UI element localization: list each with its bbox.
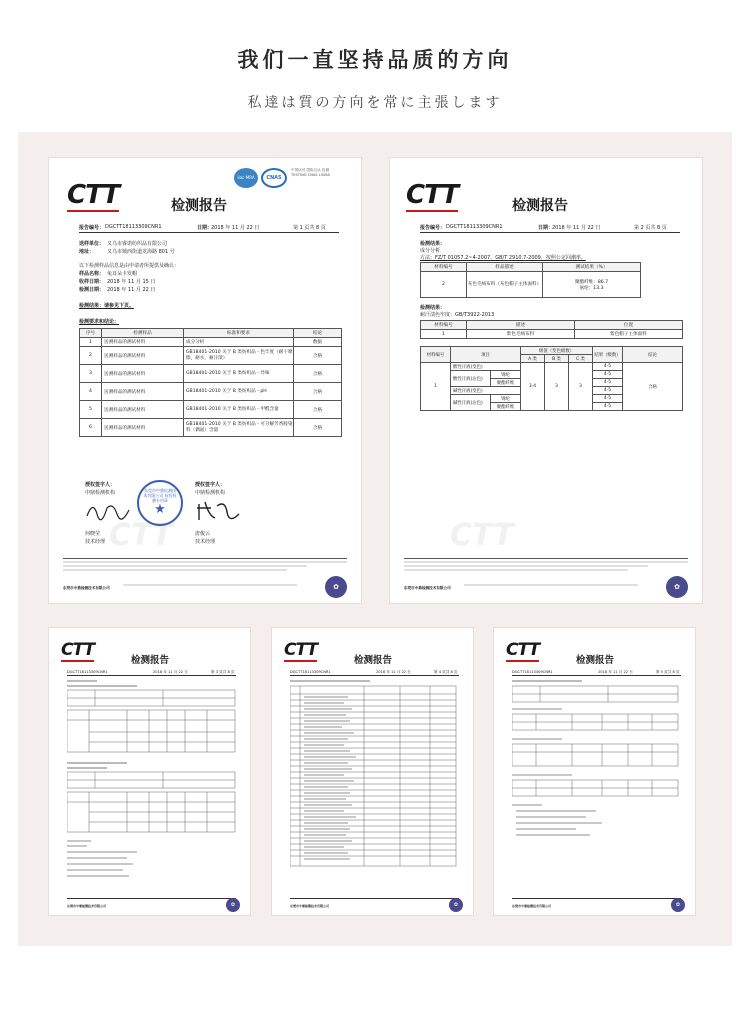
signer1-org: 中鼎检测机构 bbox=[85, 490, 116, 496]
report-date: 2018 年 11 月 22 日 bbox=[153, 670, 188, 674]
divider bbox=[67, 675, 236, 676]
cell: 1 bbox=[80, 338, 102, 347]
cell: 锦纶 bbox=[491, 395, 521, 403]
report-sheet-page-5 bbox=[493, 627, 696, 916]
table-row bbox=[80, 347, 342, 365]
address: 义乌市城西街道龙海路 801 号 bbox=[107, 249, 175, 255]
cell: 4-5 bbox=[593, 379, 623, 387]
col-header: B 类 bbox=[545, 355, 569, 363]
test-date-label: 检测日期： bbox=[79, 287, 105, 293]
cell: GB18401-2010 关于 B 类纺织品 - 甲醛含量 bbox=[184, 401, 294, 419]
table-row bbox=[80, 419, 342, 437]
footer-divider bbox=[63, 558, 347, 559]
cell: 1 bbox=[421, 363, 451, 411]
cell: 3-4 bbox=[521, 363, 545, 411]
ilac-mra-logo: ilac-MRA bbox=[234, 168, 258, 188]
cell: 碱性汗液(变色) bbox=[451, 387, 521, 395]
ctt-logo: CTT bbox=[406, 180, 459, 210]
report-sheet-page-3 bbox=[48, 627, 251, 916]
col-header: 测试结果（%） bbox=[543, 263, 641, 272]
sample-name: 兔耳朵卡发帽 bbox=[107, 271, 138, 277]
page-subtitle: 私達は質の方向を常に主張します bbox=[247, 95, 503, 111]
cell: 酸性汗液(沾色) bbox=[451, 371, 491, 387]
cell: 4-5 bbox=[593, 403, 623, 411]
cell: 送测样品的测试材料 bbox=[102, 419, 184, 437]
cell: GB18401-2010 关于 B 类纺织品 - 异味 bbox=[184, 365, 294, 383]
table-row bbox=[80, 401, 342, 419]
col-header: 材料编号 bbox=[421, 321, 467, 330]
ctt-logo: CTT bbox=[284, 640, 318, 660]
report-no-label: 报告编号： bbox=[79, 225, 105, 231]
cell: 4-5 bbox=[593, 395, 623, 403]
signer2-org: 中鼎检测机构 bbox=[195, 490, 226, 496]
footer-fine-print bbox=[404, 565, 648, 567]
company-name: 东莞市中鼎检测技术有限公司 bbox=[404, 586, 451, 590]
applicant: 义乌市睿诺纺织品有限公司 bbox=[107, 241, 168, 247]
cell: 碱性汗液(沾色) bbox=[451, 395, 491, 411]
footer-divider bbox=[404, 558, 688, 559]
date-label: 日期： bbox=[538, 225, 554, 231]
report-footer bbox=[404, 558, 688, 602]
cell: 送测样品的测试材料 bbox=[102, 347, 184, 365]
result-label: 检测结果： bbox=[420, 241, 446, 247]
divider bbox=[420, 232, 680, 233]
seal-star-icon: ★ bbox=[154, 502, 166, 517]
report-title: 检测报告 bbox=[354, 655, 393, 666]
ctt-logo: CTT bbox=[67, 180, 120, 210]
report-content-mini bbox=[512, 680, 682, 890]
divider bbox=[290, 675, 459, 676]
report-date: 2018 年 11 月 22 日 bbox=[598, 670, 633, 674]
cell: 合格 bbox=[294, 365, 342, 383]
page-title: 我们一直坚持品质的方向 bbox=[237, 47, 513, 72]
report-no: DGCTT18113309CNR1 bbox=[512, 670, 553, 674]
footer-divider bbox=[67, 898, 236, 899]
report-content-mini bbox=[67, 680, 237, 890]
cell: 合格 bbox=[294, 419, 342, 437]
signature-1 bbox=[83, 496, 133, 526]
cell: 4-5 bbox=[593, 363, 623, 371]
watermark: CTT bbox=[109, 518, 173, 553]
fiber-result: 聚酯纤维：86.7 bbox=[574, 279, 609, 285]
report-date: 2018 年 11 月 22 日 bbox=[211, 225, 260, 231]
cell: 5 bbox=[80, 401, 102, 419]
report-title: 检测报告 bbox=[512, 198, 568, 214]
report-no: DGCTT18113309CNR1 bbox=[67, 670, 108, 674]
report-no-label: 报告编号： bbox=[420, 225, 446, 231]
col-header: 描述 bbox=[467, 321, 575, 330]
col-header: 检测样品 bbox=[102, 329, 184, 338]
ctt-badge-icon: ✿ bbox=[666, 576, 688, 598]
signer2-role: 技术经理 bbox=[195, 539, 216, 545]
col-header: 项目 bbox=[451, 347, 521, 363]
cell: 3 bbox=[545, 363, 569, 411]
report-sheet-page-1 bbox=[48, 157, 362, 604]
report-no: DGCTT18113309CNR1 bbox=[290, 670, 331, 674]
cell: 3 bbox=[569, 363, 593, 411]
report-title: 检测报告 bbox=[576, 655, 615, 666]
page-number: 第 1 页共 8 页 bbox=[293, 225, 326, 231]
col-header: 结果（级数） bbox=[593, 347, 623, 363]
signer2-name: 唐俊云 bbox=[195, 531, 211, 537]
cell: 4 bbox=[80, 383, 102, 401]
company-name: 东莞市中鼎检测技术有限公司 bbox=[512, 904, 552, 908]
divider bbox=[512, 675, 681, 676]
seal-text: 东莞市中鼎检测技术有限公司 检验检测专用章 bbox=[143, 488, 177, 503]
cell: GB18401-2010 关于 B 类纺织品 - 可分解芳香胺染料（偶氮）含量 bbox=[184, 419, 294, 437]
test-item: 成分分析 bbox=[420, 248, 441, 254]
cell: 紫色毛绒布料 bbox=[467, 330, 575, 339]
company-name: 东莞市中鼎检测技术有限公司 bbox=[63, 586, 110, 590]
cell: 紫色帽子主体面料 bbox=[575, 330, 683, 339]
table-row bbox=[421, 330, 683, 339]
material-table bbox=[420, 320, 683, 339]
report-no: DGCTT18113309CNR1 bbox=[105, 224, 162, 230]
footer-fine-print bbox=[63, 561, 347, 563]
received-label: 收样日期： bbox=[79, 279, 105, 285]
page-number: 第 4 页共 8 页 bbox=[434, 670, 458, 674]
report-no: DGCTT18113309CNR1 bbox=[446, 224, 503, 230]
page-heading bbox=[0, 44, 750, 112]
ctt-badge-icon: ✿ bbox=[226, 898, 240, 912]
watermark: CTT bbox=[450, 518, 514, 553]
cell: 合格 bbox=[623, 363, 683, 411]
footer-contact bbox=[464, 584, 638, 586]
ctt-logo: CTT bbox=[61, 640, 95, 660]
cell: 2 bbox=[80, 347, 102, 365]
company-name: 东莞市中鼎检测技术有限公司 bbox=[290, 904, 330, 908]
cell: 聚酯纤维 bbox=[491, 403, 521, 411]
col-header: 位置 bbox=[575, 321, 683, 330]
amine-table-mini bbox=[290, 680, 460, 890]
footer-contact bbox=[123, 584, 297, 586]
cell: 成分分析 bbox=[184, 338, 294, 347]
col-header: 材料编号 bbox=[421, 263, 467, 272]
colorfastness-table bbox=[420, 346, 683, 411]
test-date: 2018 年 11 月 22 日 bbox=[107, 287, 156, 293]
cell: 送测样品的测试材料 bbox=[102, 338, 184, 347]
result-label: 检测结果：请参见下页。 bbox=[79, 303, 135, 309]
col-header: 级值（变色级数） bbox=[521, 347, 593, 355]
composition-table bbox=[420, 262, 641, 298]
cell: 合格 bbox=[294, 347, 342, 365]
report-title: 检测报告 bbox=[131, 655, 170, 666]
footer-divider bbox=[512, 898, 681, 899]
report-date: 2018 年 11 月 22 日 bbox=[376, 670, 411, 674]
statement: 以下检测样品信息是由申请者所提供及确认： bbox=[79, 263, 180, 269]
cell: 锦纶 bbox=[491, 371, 521, 379]
result-label: 检测结果： bbox=[420, 305, 446, 311]
col-header: C 类 bbox=[569, 355, 593, 363]
report-sheet-page-2 bbox=[389, 157, 703, 604]
cell: 数据 bbox=[294, 338, 342, 347]
received-date: 2018 年 11 月 15 日 bbox=[107, 279, 156, 285]
report-date: 2018 年 11 月 22 日 bbox=[552, 225, 601, 231]
col-header: 序号 bbox=[80, 329, 102, 338]
table-row bbox=[80, 365, 342, 383]
address-label: 地址： bbox=[79, 249, 95, 255]
report-sheet-page-4 bbox=[271, 627, 474, 916]
cell: 送测样品的测试材料 bbox=[102, 383, 184, 401]
cell: 灰色毛绒布料（灰色帽子主体面料） bbox=[467, 272, 543, 298]
table-row bbox=[421, 272, 641, 298]
cell: 送测样品的测试材料 bbox=[102, 365, 184, 383]
cell: GB18401-2010 关于 B 类纺织品 - pH bbox=[184, 383, 294, 401]
page-number: 第 3 页共 8 页 bbox=[211, 670, 235, 674]
divider bbox=[79, 232, 339, 233]
cell: 1 bbox=[421, 330, 467, 339]
col-header: 结论 bbox=[294, 329, 342, 338]
col-header: 材料编号 bbox=[421, 347, 451, 363]
cell: 酸性汗液(变色) bbox=[451, 363, 521, 371]
cell bbox=[543, 272, 641, 298]
report-footer bbox=[63, 558, 347, 602]
col-header: 样品描述 bbox=[467, 263, 543, 272]
table-row bbox=[421, 363, 683, 371]
summary-label: 检测要求和结论： bbox=[79, 319, 120, 325]
page-number: 第 2 页共 8 页 bbox=[634, 225, 667, 231]
col-header: 标准和要求 bbox=[184, 329, 294, 338]
summary-table bbox=[79, 328, 342, 437]
signature-2 bbox=[195, 496, 245, 526]
test-item: 耐汗渍色牢度：GB/T3922-2013 bbox=[420, 312, 495, 318]
ctt-badge-icon: ✿ bbox=[671, 898, 685, 912]
company-name: 东莞市中鼎检测技术有限公司 bbox=[67, 904, 107, 908]
signer1-name: 何晓莹 bbox=[85, 531, 101, 537]
cell: 6 bbox=[80, 419, 102, 437]
cell: 3 bbox=[80, 365, 102, 383]
applicant-label: 送样单位： bbox=[79, 241, 105, 247]
footer-fine-print bbox=[404, 569, 628, 571]
cnas-note: 中国认可 国际互认 检测 TESTING CNAS L3088 bbox=[291, 168, 330, 177]
cell: 送测样品的测试材料 bbox=[102, 401, 184, 419]
footer-fine-print bbox=[404, 561, 688, 563]
signer1-title: 授权签字人： bbox=[85, 482, 116, 488]
test-method: 方法：FZ/T 01057.2~4-2007、GB/T 2910.7-2009，按照公定回潮率。 bbox=[420, 255, 586, 261]
table-row bbox=[80, 383, 342, 401]
ctt-badge-icon: ✿ bbox=[325, 576, 347, 598]
fiber-result: 氨纶：13.3 bbox=[579, 285, 604, 291]
ctt-badge-icon: ✿ bbox=[449, 898, 463, 912]
cnas-logo: CNAS bbox=[261, 168, 287, 188]
date-label: 日期： bbox=[197, 225, 213, 231]
table-row bbox=[80, 338, 342, 347]
col-header: 结论 bbox=[623, 347, 683, 363]
cell: 合格 bbox=[294, 383, 342, 401]
cell: 合格 bbox=[294, 401, 342, 419]
report-title: 检测报告 bbox=[171, 198, 227, 214]
official-seal bbox=[137, 480, 183, 526]
footer-divider bbox=[290, 898, 459, 899]
cell: 聚酯纤维 bbox=[491, 379, 521, 387]
footer-fine-print bbox=[63, 569, 287, 571]
footer-fine-print bbox=[63, 565, 307, 567]
page-number: 第 5 页共 8 页 bbox=[656, 670, 680, 674]
signer2-title: 授权签字人： bbox=[195, 482, 226, 488]
sample-label: 样品名称： bbox=[79, 271, 105, 277]
cell: 4-5 bbox=[593, 371, 623, 379]
signer1-role: 技术经理 bbox=[85, 539, 106, 545]
col-header: A 类 bbox=[521, 355, 545, 363]
ctt-logo: CTT bbox=[506, 640, 540, 660]
cell: 2 bbox=[421, 272, 467, 298]
cell: 4-5 bbox=[593, 387, 623, 395]
cell: GB18401-2010 关于 B 类纺织品 - 色牢度（耐干摩擦，耐水，耐汗渍） bbox=[184, 347, 294, 365]
